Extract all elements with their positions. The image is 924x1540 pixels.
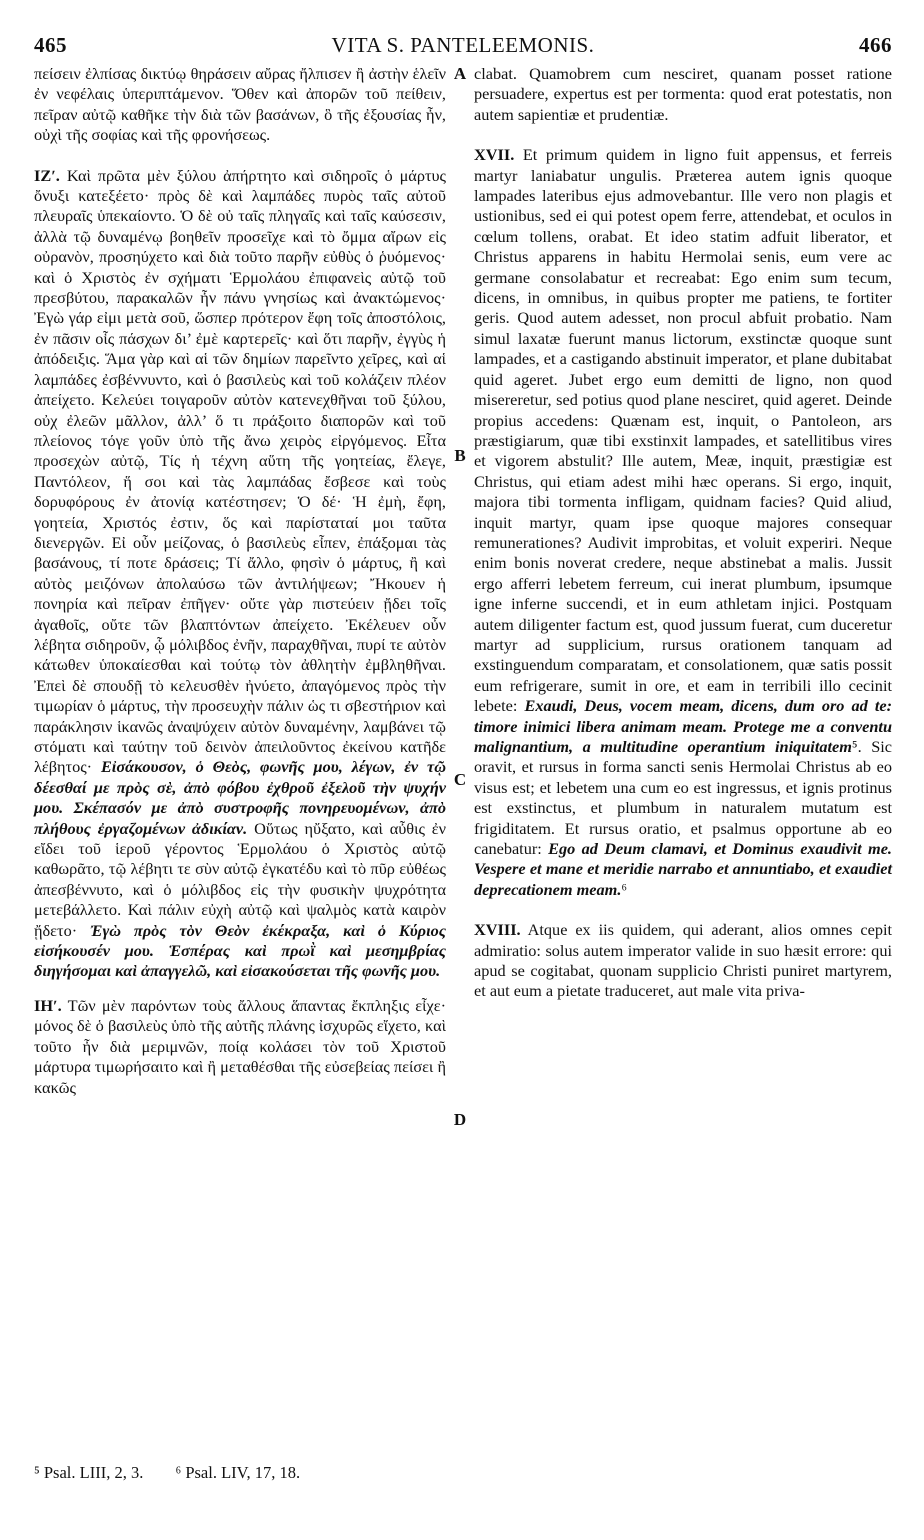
footnote: ⁵ Psal. LIII, 2, 3. [34, 1463, 144, 1482]
column-marker: D [453, 1110, 467, 1129]
page [34, 30, 892, 1510]
section-number: XVII. [474, 145, 515, 165]
footnote: ⁶ Psal. LIV, 17, 18. [175, 1463, 301, 1482]
running-title: VITA S. PANTELEEMONIS. [331, 33, 595, 57]
psalm-quote: Exaudi, Deus, vocem meam, dicens, dum oro ad te: timore inimici libera animam meam. Protege me a conventu malignantium, a multitudine operantium iniquitatem [474, 696, 892, 756]
section-number: ΙΖʹ. [34, 165, 60, 185]
greek-paragraph: πείσειν ἐλπίσας δικτύῳ θηράσειν αὔρας ἤλπισεν ἢ ἀστὴν ἑλεῖν ἐν νεφέλαις ὑπεριπτάμενον. Ὅθεν καὶ ἀπορῶν τοῦ πείθειν, πεῖραν αὐτῷ καθῆκε τὴν διὰ τῶν βασάνων, ὃ τῆς ἐξουσίας ἦν, οὐχὶ τῆς σοφίας καὶ τῆς φρονήσεως. [34, 64, 446, 145]
psalm-quote: Ego ad Deum clamavi, et Dominus exaudivit me. Vespere et mane et meridie narrabo et annuntiabo, et exaudiet deprecationem meam. [474, 839, 892, 899]
greek-paragraph: ΙΖʹ. Καὶ πρῶτα μὲν ξύλου ἀπήρτητο καὶ σιδηροῖς ὁ μάρτυς ὄνυξι κατεξέετο· πρὸς δὲ καὶ λαμπάδες πυρὸς ταῖς αὐτοῦ πλευραῖς ὑπεκαίοντο. Ὁ δὲ οὐ ταῖς πληγαῖς καὶ ταῖς καύσεσιν, ἀλλὰ τῷ δυναμένῳ βοηθεῖν προσεῖχε καὶ τὸ ὄμμα αἴρων εἰς οὐρανὸν, προσηύχετο καὶ διὰ τοῦτο παρῆν εὐθὺς ὁ ῥυόμενος· καὶ ὁ Χριστὸς ἐν σχήματι Ἑρμολάου ἐπιφανεὶς αὐτῷ τοῦ πρεσβύτου, παρακαλῶν ἦν πάνυ γνησίως καὶ ἀνακτώμενος· Ἐγὼ γάρ εἰμι μετὰ σοῦ, ὥσπερ πρότερον ἔφη τοῖς ἀποστόλοις, ἐν πᾶσιν οἷς πάσχων δι’ ἐμὲ καρτερεῖς· καὶ ὅτι παρῆν, ἐγγὺς ἡ ἀπόδειξις. Ἅμα γὰρ καὶ αἱ τῶν δημίων παρεῖντο χεῖρες, καὶ αἱ λαμπάδες ἐσβέννυντο, καὶ ὁ βασιλεὺς καὶ τοῦ κολάζειν πλέον ἀπείχετο. Κελεύει τοιγαροῦν αὐτὸν κατενεχθῆναι τοῦ ξύλου, οὐχ ἐλεῶν μᾶλλον, ἀλλ’ ὅ τι πράξοιτο διαπορῶν καὶ τοῦ πλείονος τόγε γοῦν ὑπὸ τῆς ἄνω χειρὸς εἰργόμενος. Εἶτα προσεχὼν αὐτῷ, Τίς ἡ τέχνη αὕτη τῆς γοητείας, ἔλεγε, Παντόλεον, ἥ σοι καὶ τὰς λαμπάδας ἔσβεσε καὶ τοὺς δορυφόρους ἐν ἀτονίᾳ κατέστησεν; Ὁ δέ· Ἡ ἐμὴ, ἔφη, γοητεία, Χριστός ἐστιν, ὅς καὶ παρίσταταί μοι ταῦτα διενεργῶν. Εἰ οὖν μείζονας, ὁ βασιλεὺς εἶπεν, ἐπάξομαι τὰς βασάνους, τί ποτε δράσεις; Τί ἄλλο, φησὶν ὁ μάρτυς, ἢ καὶ αὐτὸς μειζόνων ἀπολαύσω τῶν ἀντιλήψεων; Ἤκουεν ἡ πονηρία καὶ πεῖραν ἐπῆγεν· οὔτε γὰρ πιστεύειν ᾔδει τοῖς ἀγαθοῖς, οὔτε τῶν βλαπτόντων ἀπείχετο. Ἐκέλευεν οὖν λέβητα σιδηροῦν, ᾧ μόλιβδος ἐνῆν, παραχθῆναι, πυρί τε αὐτὸν κάτωθεν ὑποκαίεσθαι καὶ τούτῳ τὸν ἀθλητὴν ἐμβληθῆναι. Ἐπεὶ δὲ σπουδῇ τὸ κελευσθὲν ἠνύετο, ἀπαγόμενος πρὸς τὴν τιμωρίαν ὁ μάρτυς, τὴν προσευχὴν πάλιν ὡς τι σβεστήριον καὶ παράκλησιν ἱκανῶς ἀναψύχειν αὐτὸν δυναμένην, λαμβάνει τῷ στόματι καὶ ταύτην τοῦ δεινὸν ἀπειλοῦντος ἐκείνου κατῆδε λέβητος· Εἰσάκουσον, ὁ Θεὸς, φωνῆς μου, λέγων, ἐν τῷ δέεσθαί με πρὸς σὲ, ἀπὸ φόβου ἐχθροῦ ἐξελοῦ τὴν ψυχήν μου. Σκέπασόν με ἀπὸ συστροφῆς πονηρευομένων, ἀπὸ πλήθους ἐργαζομένων ἀδικίαν. Οὕτως ηὔξατο, καὶ αὖθις ἐν εἴδει τοῦ ἱεροῦ γέροντος Ἑρμολάου ὁ Χριστὸς αὐτῷ καθωρᾶτο, τῷ λέβητι τε σὺν αὐτῷ ἐγκατέδυ καὶ τὸ πῦρ εὐθέως ἀπεσβέννυτο, καὶ ὁ μόλιβδος εἰς τὴν φυσικὴν ψυχρότητα μετεβάλλετο. Καὶ πάλιν εὐχὴ αὐτῷ καὶ ψαλμὸς κατὰ καιρὸν ᾔδετο· Ἐγὼ πρὸς τὸν Θεὸν ἐκέκραξα, καὶ ὁ Κύριος εἰσήκουσέν μου. Ἑσπέρας καὶ πρωῒ καὶ μεσημβρίας διηγήσομαι καὶ ἀπαγγελῶ, καὶ εἰσακούσεται τῆς φωνῆς μου. [34, 165, 447, 981]
greek-paragraph: ΙΗʹ. Τῶν μὲν παρόντων τοὺς ἄλλους ἅπαντας ἔκπληξις εἶχε· μόνος δὲ ὁ βασιλεὺς ὑπὸ τῆς αὐτῆς πλάνης ἰσχυρῶς εἴχετο, καὶ τοῦτο ἦν διὰ μεριμνῶν, ποίᾳ κολάσει τὸν τοῦ Χριστοῦ μάρτυρα τιμωρήσαιτο καὶ ἢ μεταθέσθαι τῆς εὐσεβείας πείσει ἢ κακῶς [34, 995, 447, 1097]
section-number: ΙΗʹ. [34, 995, 62, 1015]
column-marker: C [453, 770, 467, 789]
page-number-right: 466 [859, 33, 892, 57]
latin-paragraph: XVII. Et primum quidem in ligno fuit appensus, et ferreis martyr laniabatur ungulis. Præterea autem ignis quoque lampades lateribus ejus admovebantur. Ille vero non plagis et ustionibus, sed ei qui potest opem ferre, attendebat, et oculos in cœlum tollens, orabat. Et ideo statim adfuit liberator, et Christus apparens in habitu Hermolai senis, eum vere ac germane consolabatur et recreabat: Ego enim sum tecum, dicens, in omnibus, in quibus propter me patiens, te fortiter geris. Quod autem adesset, non procul abfuit probatio. Nam simul laxatæ fuerunt manus lictorum, exstinctæ quoque sunt lampades, et a castigando abstinuit imperator, et plane dubitabat quid ageret. Jubet ergo eum demitti de ligno, non quod misereretur, sed potius quod plane nesciret, quid ageret. Deinde propius accedens: Quænam est, inquit, o Pantoleon, ars præstigiarum, quæ tibi exstinxit lampades, et satellitibus vires et vigorem abstulit? Ille autem, Meæ, inquit, præstigiæ est Christus, qui etiam adest mihi hæc operans. Si ergo, inquit, majora tibi tormenta infligam, quidnam facies? Quid aliud, inquit martyr, quam ipse quoque majores consequar remunerationes? Audivit improbitas, et voluit experiri. Neque enim bonis noverat credere, neque abstinebat a malis. Jussit ergo afferri lebetem ferreum, cui inerat plumbum, ipsumque igne inferne succendi, et in eum athletam injici. Postquam autem diligenter factum est, quod jussum fuerat, cum duceretur martyr ad supplicium, rursus orationem tanquam ad exstinguendum comparatam, et consolationem, quæ satis possit eum refrigerare, sumit in ore, et eam in terribili illo cecinit lebete: Exaudi, Deus, vocem meam, dicens, dum oro ad te: timore inimici libera animam meam. Protege me a conventu malignantium, a multitudine operantium iniquitatem⁵. Sic oravit, et rursus in forma sancti senis Hermolai Christus ab eo visus est; et lebetem una cum eo est ingressus, et ignis protinus est exstinctus, et plumbum in naturalem mutatum est frigiditatem. Et rursus oratio, et psalmus opportune ab eo canebatur: Ego ad Deum clamavi, et Dominus exaudivit me. Vespere et mane et meridie narrabo et annuntiabo, et exaudiet deprecationem meam.⁶ [474, 145, 892, 899]
page-header [34, 30, 892, 60]
column-marker: A [453, 64, 467, 83]
page-number-left: 465 [34, 33, 67, 57]
footnotes [34, 1462, 446, 1484]
psalm-quote: Εἰσάκουσον, ὁ Θεὸς, φωνῆς μου, λέγων, ἐν τῷ δέεσθαί με πρὸς σὲ, ἀπὸ φόβου ἐχθροῦ ἐξελοῦ τὴν ψυχήν μου. Σκέπασόν με ἀπὸ συστροφῆς πονηρευομένων, ἀπὸ πλήθους ἐργαζομένων ἀδικίαν. [34, 757, 446, 838]
latin-paragraph: XVIII. Atque ex iis quidem, qui aderant, alios omnes cepit admiratio: solus autem imperator valide in suo hæsit errore: qui apud se cogitabat, quonam supplicio Christi puniret martyrem, et aut eum a pietate traduceret, aut male vita priva- [474, 920, 893, 1001]
column-marker: B [454, 446, 466, 465]
section-number: XVIII. [474, 920, 521, 940]
psalm-quote: Ἐγὼ πρὸς τὸν Θεὸν ἐκέκραξα, καὶ ὁ Κύριος εἰσήκουσέν μου. Ἑσπέρας καὶ πρωῒ καὶ μεσημβρίας διηγήσομαι καὶ ἀπαγγελῶ, καὶ εἰσακούσεται τῆς φωνῆς μου. [34, 920, 446, 981]
latin-column [474, 64, 892, 1002]
greek-column [34, 64, 446, 1098]
latin-paragraph: clabat. Quamobrem cum nesciret, quanam posset ratione persuadere, expertus est per tormenta: quod erat potestatis, non autem sapientiæ et prudentiæ. [474, 64, 892, 124]
